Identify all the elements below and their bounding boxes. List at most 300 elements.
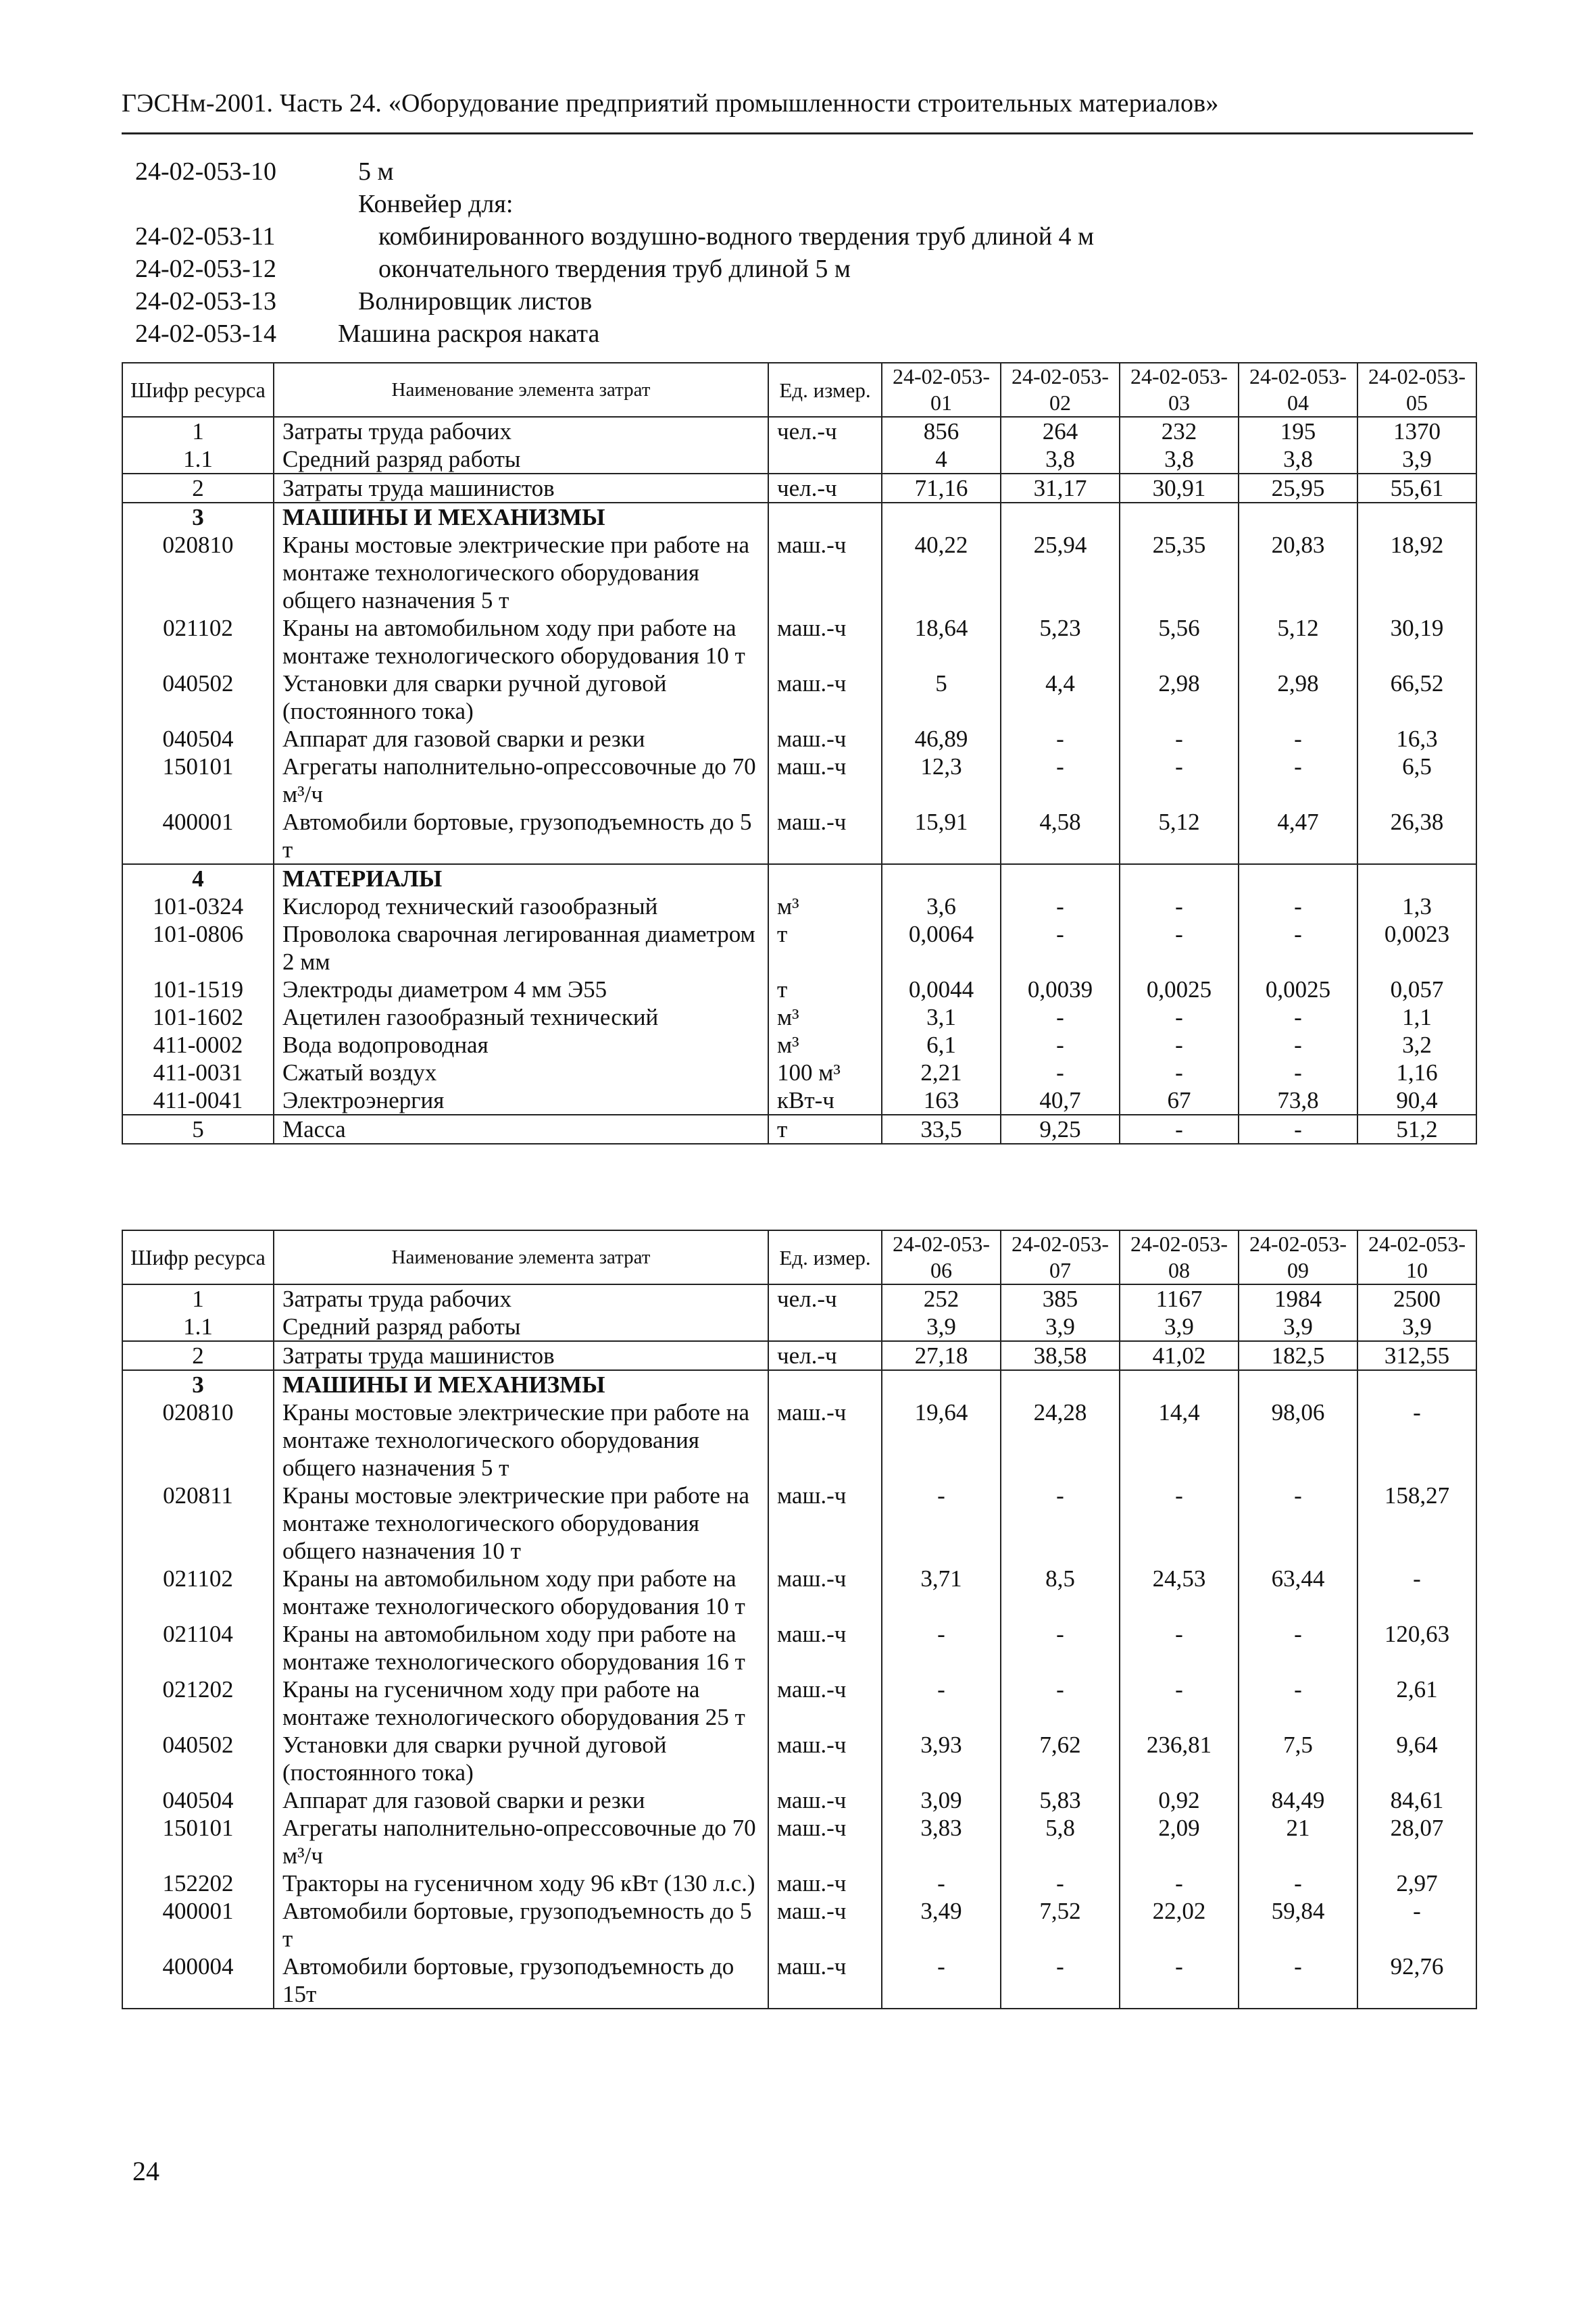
resource-value: - bbox=[1001, 1953, 1120, 2009]
page-header: ГЭСНм-2001. Часть 24. «Оборудование предприятий промышленности строительных материалов» bbox=[122, 89, 1219, 118]
resource-value: 71,16 bbox=[882, 474, 1001, 503]
resource-code: 020811 bbox=[122, 1482, 274, 1565]
resource-value: 25,35 bbox=[1120, 531, 1239, 614]
resource-value bbox=[1357, 864, 1476, 892]
resource-unit: м³ bbox=[768, 892, 882, 920]
resource-value bbox=[1120, 1370, 1239, 1399]
resource-unit: маш.-ч bbox=[768, 1897, 882, 1953]
table-row bbox=[122, 1786, 1476, 1814]
resource-value: - bbox=[1239, 1031, 1357, 1059]
resource-value: 22,02 bbox=[1120, 1897, 1239, 1953]
table-row bbox=[122, 753, 1476, 808]
resource-name: Автомобили бортовые, грузоподъемность до 15т bbox=[274, 1953, 768, 2009]
resource-value: 66,52 bbox=[1357, 670, 1476, 725]
resource-name: Средний разряд работы bbox=[274, 1313, 768, 1341]
resource-value: 30,19 bbox=[1357, 614, 1476, 670]
table-row bbox=[122, 1399, 1476, 1482]
header-name: Наименование элемента затрат bbox=[274, 1230, 768, 1284]
resource-value: 5,23 bbox=[1001, 614, 1120, 670]
intro-item bbox=[135, 318, 1419, 350]
resource-value: - bbox=[1357, 1897, 1476, 1953]
resource-unit: маш.-ч bbox=[768, 1399, 882, 1482]
resource-value: - bbox=[1120, 1059, 1239, 1086]
resource-value: - bbox=[1239, 725, 1357, 753]
resource-value: - bbox=[1357, 1399, 1476, 1482]
resource-value: 5,56 bbox=[1120, 614, 1239, 670]
resource-value: 7,62 bbox=[1001, 1731, 1120, 1786]
resource-value: - bbox=[1239, 1620, 1357, 1676]
resource-value: 5,12 bbox=[1120, 808, 1239, 864]
resource-value: 1,1 bbox=[1357, 1003, 1476, 1031]
table-row bbox=[122, 1620, 1476, 1676]
header-col-5: 24-02-053-05 bbox=[1357, 363, 1476, 417]
resource-code: 101-0324 bbox=[122, 892, 274, 920]
resource-name: МАШИНЫ И МЕХАНИЗМЫ bbox=[274, 1370, 768, 1399]
table-row bbox=[122, 445, 1476, 474]
resource-value: - bbox=[1239, 1676, 1357, 1731]
resource-value: - bbox=[1120, 1031, 1239, 1059]
resource-value: 28,07 bbox=[1357, 1814, 1476, 1869]
resource-value: 9,64 bbox=[1357, 1731, 1476, 1786]
header-col-4: 24-02-053-04 bbox=[1239, 363, 1357, 417]
resource-name: Затраты труда рабочих bbox=[274, 1284, 768, 1313]
resource-value: 3,9 bbox=[1357, 1313, 1476, 1341]
intro-text: Конвейер для: bbox=[358, 190, 514, 218]
resource-name: Аппарат для газовой сварки и резки bbox=[274, 1786, 768, 1814]
resource-code: 3 bbox=[122, 1370, 274, 1399]
resource-name: Затраты труда рабочих bbox=[274, 417, 768, 445]
resource-unit: маш.-ч bbox=[768, 670, 882, 725]
resource-value: 1370 bbox=[1357, 417, 1476, 445]
resource-code: 150101 bbox=[122, 753, 274, 808]
resource-value: 18,64 bbox=[882, 614, 1001, 670]
resource-value: 182,5 bbox=[1239, 1341, 1357, 1370]
resource-value: 92,76 bbox=[1357, 1953, 1476, 2009]
resource-code: 021102 bbox=[122, 614, 274, 670]
intro-item bbox=[135, 285, 1419, 318]
resource-value bbox=[1357, 1370, 1476, 1399]
table-row bbox=[122, 1869, 1476, 1897]
resource-value: 3,93 bbox=[882, 1731, 1001, 1786]
resource-unit: маш.-ч bbox=[768, 1676, 882, 1731]
resource-value: - bbox=[1001, 920, 1120, 976]
resource-value: - bbox=[1120, 1115, 1239, 1144]
resource-unit: т bbox=[768, 976, 882, 1003]
resource-value: 3,9 bbox=[882, 1313, 1001, 1341]
resource-value: 7,52 bbox=[1001, 1897, 1120, 1953]
table-row bbox=[122, 474, 1476, 503]
resource-value: 6,1 bbox=[882, 1031, 1001, 1059]
resource-value: - bbox=[1239, 1003, 1357, 1031]
section-row bbox=[122, 864, 1476, 892]
resource-value: 38,58 bbox=[1001, 1341, 1120, 1370]
resource-unit: маш.-ч bbox=[768, 1953, 882, 2009]
table-row bbox=[122, 417, 1476, 445]
resource-value: - bbox=[1120, 1676, 1239, 1731]
resource-value: - bbox=[882, 1482, 1001, 1565]
resource-value: 40,22 bbox=[882, 531, 1001, 614]
resource-value: - bbox=[1001, 1620, 1120, 1676]
resource-value bbox=[882, 503, 1001, 531]
resource-value: 232 bbox=[1120, 417, 1239, 445]
resource-value: 3,9 bbox=[1001, 1313, 1120, 1341]
resource-name: Затраты труда машинистов bbox=[274, 474, 768, 503]
table-row bbox=[122, 1731, 1476, 1786]
table-row bbox=[122, 670, 1476, 725]
resource-unit bbox=[768, 503, 882, 531]
resource-value: - bbox=[1001, 1003, 1120, 1031]
resource-name: Агрегаты наполнительно-опрессовочные до 70 м³/ч bbox=[274, 1814, 768, 1869]
resource-code: 040502 bbox=[122, 1731, 274, 1786]
resource-value bbox=[1239, 864, 1357, 892]
resource-code: 040504 bbox=[122, 725, 274, 753]
resource-name: Краны на автомобильном ходу при работе на монтаже технологического оборудования 10 т bbox=[274, 1565, 768, 1620]
resource-value: 51,2 bbox=[1357, 1115, 1476, 1144]
resource-unit: т bbox=[768, 920, 882, 976]
resource-value: - bbox=[1120, 753, 1239, 808]
resource-value: 0,0064 bbox=[882, 920, 1001, 976]
resource-code: 5 bbox=[122, 1115, 274, 1144]
resource-value bbox=[1357, 503, 1476, 531]
resource-code: 400001 bbox=[122, 1897, 274, 1953]
resource-value: - bbox=[1001, 1482, 1120, 1565]
table-row bbox=[122, 531, 1476, 614]
header-col-2: 24-02-053-02 bbox=[1001, 363, 1120, 417]
resource-unit: маш.-ч bbox=[768, 1482, 882, 1565]
resource-value: - bbox=[1239, 892, 1357, 920]
table-header-row bbox=[122, 1230, 1476, 1284]
resource-value: 2,09 bbox=[1120, 1814, 1239, 1869]
resource-unit: маш.-ч bbox=[768, 1869, 882, 1897]
resource-value: 4,4 bbox=[1001, 670, 1120, 725]
intro-code: 24-02-053-12 bbox=[135, 255, 276, 283]
resource-value: 2500 bbox=[1357, 1284, 1476, 1313]
resource-value: 158,27 bbox=[1357, 1482, 1476, 1565]
resource-name: Краны на автомобильном ходу при работе на монтаже технологического оборудования 16 т bbox=[274, 1620, 768, 1676]
resource-name: МАШИНЫ И МЕХАНИЗМЫ bbox=[274, 503, 768, 531]
header-name: Наименование элемента затрат bbox=[274, 363, 768, 417]
intro-text: Волнировщик листов bbox=[358, 287, 593, 316]
resource-code: 411-0031 bbox=[122, 1059, 274, 1086]
resource-unit: маш.-ч bbox=[768, 1565, 882, 1620]
resource-value: 3,6 bbox=[882, 892, 1001, 920]
section-row bbox=[122, 1370, 1476, 1399]
resource-value: 385 bbox=[1001, 1284, 1120, 1313]
resource-value bbox=[1001, 503, 1120, 531]
resource-code: 040502 bbox=[122, 670, 274, 725]
resource-value: - bbox=[1120, 1869, 1239, 1897]
resource-value: 3,49 bbox=[882, 1897, 1001, 1953]
resource-code: 150101 bbox=[122, 1814, 274, 1869]
resource-value: 5,83 bbox=[1001, 1786, 1120, 1814]
resource-value: 12,3 bbox=[882, 753, 1001, 808]
resource-value: - bbox=[1001, 1676, 1120, 1731]
table-row bbox=[122, 920, 1476, 976]
resource-value: 3,71 bbox=[882, 1565, 1001, 1620]
resource-unit: чел.-ч bbox=[768, 1341, 882, 1370]
resource-value: - bbox=[1239, 1115, 1357, 1144]
resource-code: 020810 bbox=[122, 531, 274, 614]
intro-item bbox=[135, 253, 1419, 285]
resource-name: Сжатый воздух bbox=[274, 1059, 768, 1086]
resource-value: 55,61 bbox=[1357, 474, 1476, 503]
resource-value bbox=[1239, 503, 1357, 531]
resource-value bbox=[882, 864, 1001, 892]
resource-value: 30,91 bbox=[1120, 474, 1239, 503]
resource-value: - bbox=[1001, 725, 1120, 753]
resource-code: 3 bbox=[122, 503, 274, 531]
table-row bbox=[122, 1341, 1476, 1370]
resource-value: 163 bbox=[882, 1086, 1001, 1115]
resource-value: 59,84 bbox=[1239, 1897, 1357, 1953]
resource-value: - bbox=[1120, 1953, 1239, 2009]
resource-value: 252 bbox=[882, 1284, 1001, 1313]
resource-value: 3,8 bbox=[1001, 445, 1120, 474]
resource-value: 856 bbox=[882, 417, 1001, 445]
resource-unit: м³ bbox=[768, 1003, 882, 1031]
resource-code: 4 bbox=[122, 864, 274, 892]
resource-value: 3,8 bbox=[1239, 445, 1357, 474]
resource-code: 040504 bbox=[122, 1786, 274, 1814]
header-col-2: 24-02-053-07 bbox=[1001, 1230, 1120, 1284]
resource-value: 4 bbox=[882, 445, 1001, 474]
intro-text: окончательного твердения труб длиной 5 м bbox=[378, 255, 851, 283]
intro-text: комбинированного воздушно-водного твердения труб длиной 4 м bbox=[378, 222, 1095, 251]
resource-value: 3,09 bbox=[882, 1786, 1001, 1814]
resource-unit: маш.-ч bbox=[768, 1731, 882, 1786]
resource-value bbox=[1239, 1370, 1357, 1399]
resource-value bbox=[882, 1370, 1001, 1399]
resource-value: 0,057 bbox=[1357, 976, 1476, 1003]
table-row bbox=[122, 976, 1476, 1003]
resource-value: 2,98 bbox=[1239, 670, 1357, 725]
resource-unit: 100 м³ bbox=[768, 1059, 882, 1086]
resource-value: 1984 bbox=[1239, 1284, 1357, 1313]
resource-name: Краны мостовые электрические при работе на монтаже технологического оборудования общего назначения 10 т bbox=[274, 1482, 768, 1565]
resource-name: МАТЕРИАЛЫ bbox=[274, 864, 768, 892]
resource-unit: маш.-ч bbox=[768, 1786, 882, 1814]
resource-name: Автомобили бортовые, грузоподъемность до 5 т bbox=[274, 808, 768, 864]
resource-value: 3,9 bbox=[1357, 445, 1476, 474]
resource-value: - bbox=[882, 1620, 1001, 1676]
resource-value: 0,92 bbox=[1120, 1786, 1239, 1814]
resource-code: 411-0041 bbox=[122, 1086, 274, 1115]
resource-value: 84,61 bbox=[1357, 1786, 1476, 1814]
resource-unit bbox=[768, 445, 882, 474]
resource-name: Вода водопроводная bbox=[274, 1031, 768, 1059]
resource-value: 5 bbox=[882, 670, 1001, 725]
resource-value: 0,0039 bbox=[1001, 976, 1120, 1003]
resource-name: Краны на гусеничном ходу при работе на монтаже технологического оборудования 25 т bbox=[274, 1676, 768, 1731]
resource-value: - bbox=[1120, 1003, 1239, 1031]
resource-value: 3,8 bbox=[1120, 445, 1239, 474]
resource-code: 2 bbox=[122, 474, 274, 503]
resource-value: 3,2 bbox=[1357, 1031, 1476, 1059]
resource-value: - bbox=[1239, 1953, 1357, 2009]
table-row bbox=[122, 1031, 1476, 1059]
resource-value: - bbox=[1239, 1869, 1357, 1897]
resource-value: 20,83 bbox=[1239, 531, 1357, 614]
resource-unit: маш.-ч bbox=[768, 753, 882, 808]
resource-value: 33,5 bbox=[882, 1115, 1001, 1144]
resource-name: Средний разряд работы bbox=[274, 445, 768, 474]
resource-value: 67 bbox=[1120, 1086, 1239, 1115]
table-row bbox=[122, 892, 1476, 920]
resource-unit: чел.-ч bbox=[768, 474, 882, 503]
header-col-3: 24-02-053-08 bbox=[1120, 1230, 1239, 1284]
resource-value: - bbox=[882, 1676, 1001, 1731]
table-row bbox=[122, 1482, 1476, 1565]
resource-value: 0,0025 bbox=[1239, 976, 1357, 1003]
resource-value: 73,8 bbox=[1239, 1086, 1357, 1115]
resource-value: 4,58 bbox=[1001, 808, 1120, 864]
resource-value: 312,55 bbox=[1357, 1341, 1476, 1370]
resource-code: 152202 bbox=[122, 1869, 274, 1897]
resource-unit: чел.-ч bbox=[768, 417, 882, 445]
resource-value: 0,0025 bbox=[1120, 976, 1239, 1003]
resource-table-1 bbox=[122, 362, 1477, 1145]
table-row bbox=[122, 808, 1476, 864]
resource-value: 26,38 bbox=[1357, 808, 1476, 864]
resource-code: 400001 bbox=[122, 808, 274, 864]
resource-value: 63,44 bbox=[1239, 1565, 1357, 1620]
resource-value: - bbox=[1001, 892, 1120, 920]
resource-unit bbox=[768, 864, 882, 892]
resource-value: - bbox=[1120, 892, 1239, 920]
resource-value: 24,28 bbox=[1001, 1399, 1120, 1482]
intro-code: 24-02-053-11 bbox=[135, 222, 276, 251]
resource-code: 101-1602 bbox=[122, 1003, 274, 1031]
intro-item bbox=[135, 220, 1419, 253]
resource-value bbox=[1120, 864, 1239, 892]
resource-value: - bbox=[1120, 1620, 1239, 1676]
resource-value bbox=[1001, 864, 1120, 892]
table-row bbox=[122, 1059, 1476, 1086]
header-unit: Ед. измер. bbox=[768, 363, 882, 417]
resource-value: 4,47 bbox=[1239, 808, 1357, 864]
resource-table-2 bbox=[122, 1230, 1477, 2009]
resource-code: 411-0002 bbox=[122, 1031, 274, 1059]
resource-value: 264 bbox=[1001, 417, 1120, 445]
resource-value: - bbox=[1120, 920, 1239, 976]
resource-name: Электроды диаметром 4 мм Э55 bbox=[274, 976, 768, 1003]
resource-value: - bbox=[1001, 1031, 1120, 1059]
resource-name: Тракторы на гусеничном ходу 96 кВт (130 л.с.) bbox=[274, 1869, 768, 1897]
resource-value: 14,4 bbox=[1120, 1399, 1239, 1482]
resource-value: 19,64 bbox=[882, 1399, 1001, 1482]
resource-name: Масса bbox=[274, 1115, 768, 1144]
intro-item bbox=[135, 188, 1419, 220]
header-col-1: 24-02-053-06 bbox=[882, 1230, 1001, 1284]
table-row bbox=[122, 1284, 1476, 1313]
resource-code: 1 bbox=[122, 1284, 274, 1313]
table-row bbox=[122, 614, 1476, 670]
intro-text: 5 м bbox=[358, 157, 394, 186]
resource-name: Ацетилен газообразный технический bbox=[274, 1003, 768, 1031]
header-col-4: 24-02-053-09 bbox=[1239, 1230, 1357, 1284]
resource-value: 195 bbox=[1239, 417, 1357, 445]
resource-unit: т bbox=[768, 1115, 882, 1144]
resource-value: - bbox=[1357, 1565, 1476, 1620]
resource-value: 41,02 bbox=[1120, 1341, 1239, 1370]
resource-code: 400004 bbox=[122, 1953, 274, 2009]
resource-unit: кВт-ч bbox=[768, 1086, 882, 1115]
resource-code: 021104 bbox=[122, 1620, 274, 1676]
resource-value: - bbox=[882, 1953, 1001, 2009]
resource-unit: м³ bbox=[768, 1031, 882, 1059]
table-row bbox=[122, 1086, 1476, 1115]
resource-value: 5,8 bbox=[1001, 1814, 1120, 1869]
resource-value: 3,9 bbox=[1239, 1313, 1357, 1341]
resource-value: 2,98 bbox=[1120, 670, 1239, 725]
resource-unit: маш.-ч bbox=[768, 808, 882, 864]
resource-value: 84,49 bbox=[1239, 1786, 1357, 1814]
resource-value: 0,0044 bbox=[882, 976, 1001, 1003]
resource-name: Краны мостовые электрические при работе на монтаже технологического оборудования общего назначения 5 т bbox=[274, 531, 768, 614]
resource-name: Краны на автомобильном ходу при работе на монтаже технологического оборудования 10 т bbox=[274, 614, 768, 670]
resource-name: Агрегаты наполнительно-опрессовочные до 70 м³/ч bbox=[274, 753, 768, 808]
header-col-3: 24-02-053-03 bbox=[1120, 363, 1239, 417]
resource-value: 5,12 bbox=[1239, 614, 1357, 670]
resource-value: - bbox=[1001, 753, 1120, 808]
page-number: 24 bbox=[132, 2156, 159, 2186]
resource-value: 2,21 bbox=[882, 1059, 1001, 1086]
resource-code: 1.1 bbox=[122, 1313, 274, 1341]
header-code: Шифр ресурса bbox=[122, 1230, 274, 1284]
resource-value: - bbox=[1239, 1482, 1357, 1565]
resource-name: Автомобили бортовые, грузоподъемность до 5 т bbox=[274, 1897, 768, 1953]
resource-value: 2,97 bbox=[1357, 1869, 1476, 1897]
resource-unit: маш.-ч bbox=[768, 531, 882, 614]
table-row bbox=[122, 1115, 1476, 1144]
resource-name: Установки для сварки ручной дуговой (постоянного тока) bbox=[274, 1731, 768, 1786]
resource-value: - bbox=[1120, 1482, 1239, 1565]
resource-value: 8,5 bbox=[1001, 1565, 1120, 1620]
resource-value: 6,5 bbox=[1357, 753, 1476, 808]
resource-value: - bbox=[1120, 725, 1239, 753]
resource-code: 101-1519 bbox=[122, 976, 274, 1003]
resource-value: 1,16 bbox=[1357, 1059, 1476, 1086]
resource-code: 020810 bbox=[122, 1399, 274, 1482]
resource-unit: чел.-ч bbox=[768, 1284, 882, 1313]
resource-value: 3,9 bbox=[1120, 1313, 1239, 1341]
resource-value: 40,7 bbox=[1001, 1086, 1120, 1115]
intro-text: Машина раскроя наката bbox=[338, 320, 600, 348]
resource-value bbox=[1001, 1370, 1120, 1399]
resource-value: - bbox=[882, 1869, 1001, 1897]
resource-value: 18,92 bbox=[1357, 531, 1476, 614]
intro-code: 24-02-053-14 bbox=[135, 320, 276, 348]
resource-unit: маш.-ч bbox=[768, 1620, 882, 1676]
resource-code: 1.1 bbox=[122, 445, 274, 474]
resource-unit: маш.-ч bbox=[768, 725, 882, 753]
resource-value: 27,18 bbox=[882, 1341, 1001, 1370]
resource-name: Установки для сварки ручной дуговой (постоянного тока) bbox=[274, 670, 768, 725]
intro-code bbox=[135, 188, 338, 220]
resource-value: 24,53 bbox=[1120, 1565, 1239, 1620]
resource-value: - bbox=[1001, 1059, 1120, 1086]
resource-value: 7,5 bbox=[1239, 1731, 1357, 1786]
table-row bbox=[122, 1814, 1476, 1869]
resource-value: 21 bbox=[1239, 1814, 1357, 1869]
resource-value: 31,17 bbox=[1001, 474, 1120, 503]
resource-value bbox=[1120, 503, 1239, 531]
resource-value: 16,3 bbox=[1357, 725, 1476, 753]
resource-value: - bbox=[1001, 1869, 1120, 1897]
table-row bbox=[122, 1003, 1476, 1031]
resource-name: Проволока сварочная легированная диаметром 2 мм bbox=[274, 920, 768, 976]
resource-value: 236,81 bbox=[1120, 1731, 1239, 1786]
